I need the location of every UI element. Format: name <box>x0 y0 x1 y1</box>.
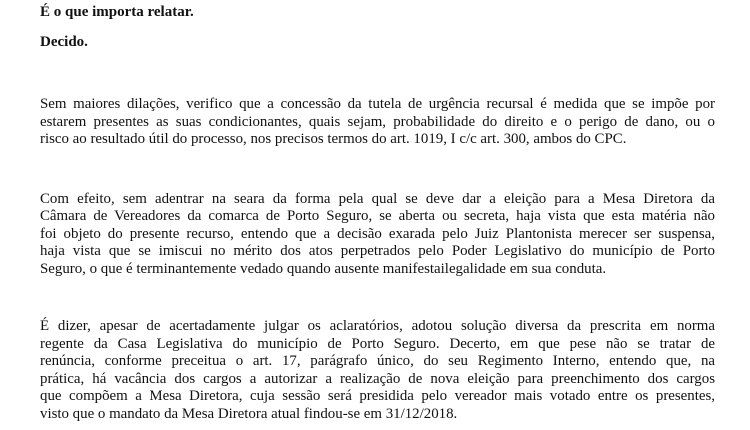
heading-relatar: É o que importa relatar. <box>40 4 194 20</box>
paragraph-line: que compõem a Mesa Diretora, cuja sessão será presidida pelo vereador mais votado entre os presentes, <box>40 388 715 404</box>
paragraph-line: Seguro, o que é terminantemente vedado quando ausente manifestailegalidade em sua conduta. <box>40 260 607 277</box>
paragraph-line: visto que o mandato da Mesa Diretora atual findou-se em 31/12/2018. <box>40 405 458 422</box>
paragraph-line: estarem presentes as suas condicionantes, quais sejam, probabilidade do direito e o perigo de dano, ou o <box>40 113 715 130</box>
paragraph-line: risco ao resultado útil do processo, nos precisos termos do art. 1019, I c/c art. 300, ambos do CPC. <box>40 131 627 147</box>
paragraph-line: regente da Casa Legislativa do município de Porto Seguro. Decerto, em que pese não se tratar de <box>40 335 715 352</box>
paragraph-line: haja vista que se imiscui no mérito dos atos perpetrados pelo Poder Legislativo do município de Porto <box>40 243 715 259</box>
paragraph <box>40 318 715 423</box>
paragraph-line: Sem maiores dilações, verifico que a concessão da tutela de urgência recursal é medida que se impõe por <box>40 96 715 112</box>
paragraph-line: Com efeito, sem adentrar na seara da forma pela qual se deve dar a eleição para a Mesa Diretora da <box>40 190 715 207</box>
paragraph <box>40 96 715 149</box>
paragraph-line: Câmara de Vereadores da comarca de Porto Seguro, se aberta ou secreta, haja vista que esta matéria não <box>40 208 715 224</box>
paragraph-line: foi objeto do presente recurso, entendo que a decisão exarada pelo Juiz Plantonista merecer ser suspensa, <box>40 225 715 242</box>
paragraph <box>40 191 715 279</box>
heading-decido: Decido. <box>40 33 88 50</box>
paragraph-line: renúncia, conforme preceitua o art. 17, parágrafo único, do seu Regimento Interno, entendo que, na <box>40 353 715 369</box>
paragraph-line: É dizer, apesar de acertadamente julgar os aclaratórios, adotou solução diversa da prescrita em norma <box>40 318 715 334</box>
paragraph-line: prática, há vacância dos cargos a autorizar a realização de nova eleição para preenchimento dos cargos <box>40 370 715 387</box>
document-body <box>40 96 750 423</box>
